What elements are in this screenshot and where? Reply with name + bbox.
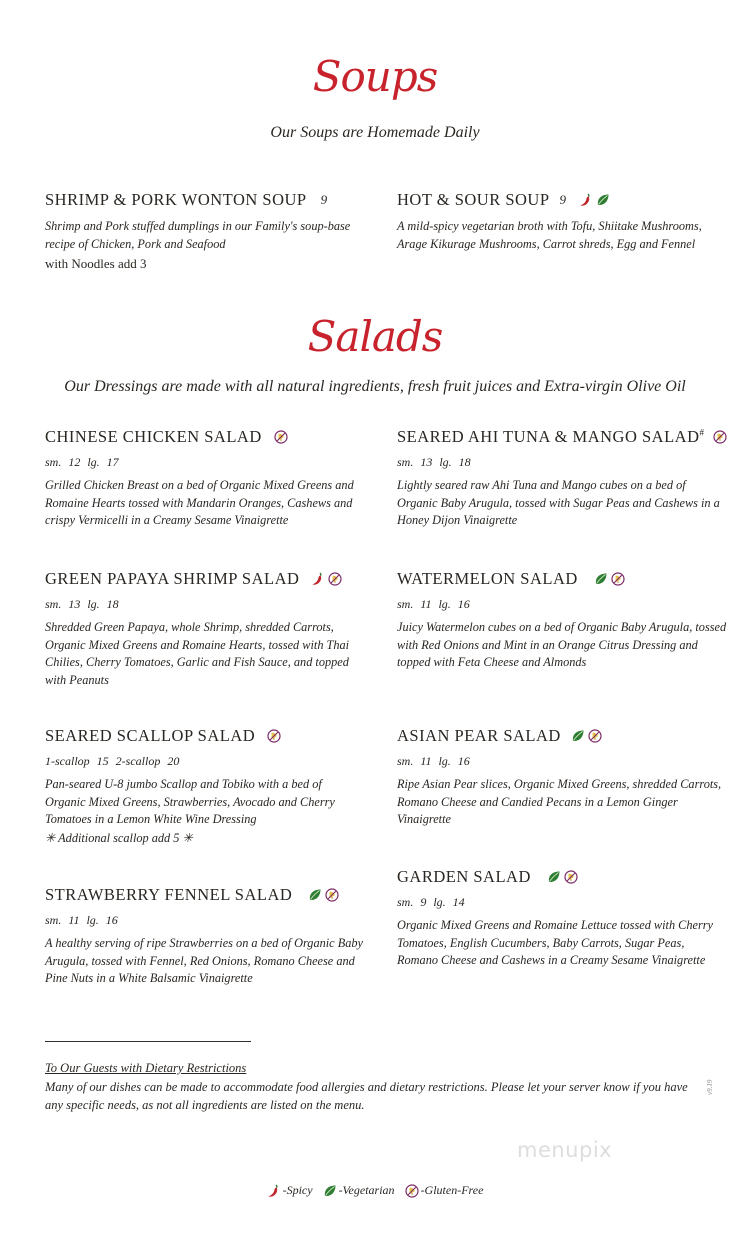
gluten-free-icon	[588, 729, 602, 743]
item-sizes: sm. 11 lg. 16	[397, 597, 470, 611]
menu-item-wonton-soup	[45, 190, 365, 272]
gluten-free-icon	[274, 430, 288, 444]
item-description: Grilled Chicken Breast on a bed of Organic Mixed Greens and Romaine Hearts tossed with Mandarin Oranges, Cashews and crispy Vermicelli in a Creamy Sesame Vinaigrette	[45, 478, 354, 527]
menu-item-asian-pear-salad	[397, 726, 727, 829]
icon-legend	[0, 1183, 750, 1198]
item-sizes: sm. 11 lg. 16	[397, 754, 470, 768]
menu-item-ahi-tuna-salad	[397, 427, 727, 530]
gluten-free-icon	[328, 572, 342, 586]
legend-spicy-label: -Spicy	[282, 1183, 313, 1197]
item-name: HOT & SOUR SOUP	[397, 190, 550, 209]
item-sizes: 1-scallop 15 2-scallop 20	[45, 754, 180, 768]
item-description: Pan-seared U-8 jumbo Scallop and Tobiko with a bed of Organic Mixed Greens, Strawberries, Avocado and Cherry Tomatoes in a Lemon White Wine Dressing	[45, 777, 335, 826]
item-name: SEARED SCALLOP SALAD	[45, 726, 256, 745]
item-sizes: sm. 12 lg. 17	[45, 455, 119, 469]
gluten-free-icon	[325, 888, 339, 902]
leaf-icon	[547, 870, 561, 884]
item-price: 9	[320, 192, 328, 207]
leaf-icon	[596, 193, 610, 207]
menu-item-garden-salad	[397, 867, 727, 970]
item-description: Organic Mixed Greens and Romaine Lettuce tossed with Cherry Tomatoes, English Cucumbers, Baby Carrots, Sugar Peas, Romano Cheese and Cashews in a Creamy Sesame Vinaigrette	[397, 918, 714, 967]
leaf-icon	[594, 572, 608, 586]
menu-item-seared-scallop-salad	[45, 726, 365, 846]
item-name: SEARED AHI TUNA & MANGO SALAD#	[397, 427, 705, 446]
item-description: Shredded Green Papaya, whole Shrimp, shredded Carrots, Organic Mixed Greens and Romaine Hearts, tossed with Thai Chilies, Cherry Tomatoes, Garlic and Fish Sauce, and topped with Peanuts	[45, 620, 350, 687]
leaf-icon	[323, 1184, 337, 1198]
gluten-free-icon	[405, 1184, 419, 1198]
item-description: Shrimp and Pork stuffed dumplings in our Family's soup-base recipe of Chicken, Pork and Seafood	[45, 219, 351, 251]
soups-subtitle: Our Soups are Homemade Daily	[270, 124, 480, 141]
item-mark: #	[699, 427, 705, 438]
item-price: 9	[559, 192, 567, 207]
version-label: v9.19	[706, 1079, 714, 1095]
menu-item-strawberry-fennel-salad	[45, 885, 365, 988]
gluten-free-icon	[267, 729, 281, 743]
leaf-icon	[308, 888, 322, 902]
legend-spicy	[267, 1183, 313, 1198]
item-name: ASIAN PEAR SALAD	[397, 726, 561, 745]
item-description: Juicy Watermelon cubes on a bed of Organic Baby Arugula, tossed with Red Onions and Mint in an Orange Citrus Dressing and topped with Feta Cheese and Almonds	[397, 620, 727, 669]
soups-title: Soups	[312, 52, 438, 101]
item-name: CHINESE CHICKEN SALAD	[45, 427, 262, 446]
menu-item-hot-sour-soup	[397, 190, 727, 253]
chili-icon	[267, 1184, 281, 1198]
legend-gluten-free-label: -Gluten-Free	[420, 1183, 484, 1197]
item-description: Ripe Asian Pear slices, Organic Mixed Greens, shredded Carrots, Romano Cheese and Candied Pecans in a Lemon Ginger Vinaigrette	[397, 777, 722, 826]
item-name: STRAWBERRY FENNEL SALAD	[45, 885, 293, 904]
dietary-body: Many of our dishes can be made to accommodate food allergies and dietary restrictions. Please let your server know if you have any specific needs, as not all ingredients are listed on the menu.	[45, 1080, 688, 1112]
chili-icon	[311, 572, 325, 586]
item-sizes: sm. 11 lg. 16	[45, 913, 118, 927]
item-name: GARDEN SALAD	[397, 867, 531, 886]
legend-vegetarian	[323, 1183, 395, 1198]
watermark: menupix	[517, 1138, 613, 1162]
item-addon: ✳ Additional scallop add 5 ✳	[45, 830, 193, 845]
item-addon: with Noodles add 3	[45, 256, 147, 271]
salads-subtitle: Our Dressings are made with all natural ingredients, fresh fruit juices and Extra-virgin Olive Oil	[64, 378, 686, 395]
salads-title: Salads	[307, 312, 443, 361]
chili-icon	[579, 193, 593, 207]
gluten-free-icon	[611, 572, 625, 586]
legend-vegetarian-label: -Vegetarian	[338, 1183, 395, 1197]
menu-item-green-papaya-salad	[45, 569, 365, 689]
item-description: A healthy serving of ripe Strawberries on a bed of Organic Baby Arugula, tossed with Fennel, Red Onions, Romano Cheese and Pine Nuts in a White Balsamic Vinaigrette	[45, 936, 363, 985]
divider	[45, 1041, 251, 1042]
item-description: A mild-spicy vegetarian broth with Tofu, Shiitake Mushrooms, Arage Kikurage Mushrooms, Carrot shreds, Egg and Fennel	[397, 219, 702, 251]
leaf-icon	[571, 729, 585, 743]
item-name: WATERMELON SALAD	[397, 569, 578, 588]
item-sizes: sm. 13 lg. 18	[397, 455, 471, 469]
dietary-title: To Our Guests with Dietary Restrictions	[45, 1061, 247, 1075]
menu-item-chinese-chicken-salad	[45, 427, 365, 530]
gluten-free-icon	[713, 430, 727, 444]
legend-gluten-free	[405, 1183, 484, 1198]
menu-item-watermelon-salad	[397, 569, 727, 672]
item-description: Lightly seared raw Ahi Tuna and Mango cubes on a bed of Organic Baby Arugula, tossed with Sugar Peas and Cashews in a Honey Dijon Vinaigrette	[397, 478, 720, 527]
item-name: GREEN PAPAYA SHRIMP SALAD	[45, 569, 300, 588]
gluten-free-icon	[564, 870, 578, 884]
item-sizes: sm. 9 lg. 14	[397, 895, 465, 909]
item-sizes: sm. 13 lg. 18	[45, 597, 119, 611]
item-name: SHRIMP & PORK WONTON SOUP	[45, 190, 307, 209]
